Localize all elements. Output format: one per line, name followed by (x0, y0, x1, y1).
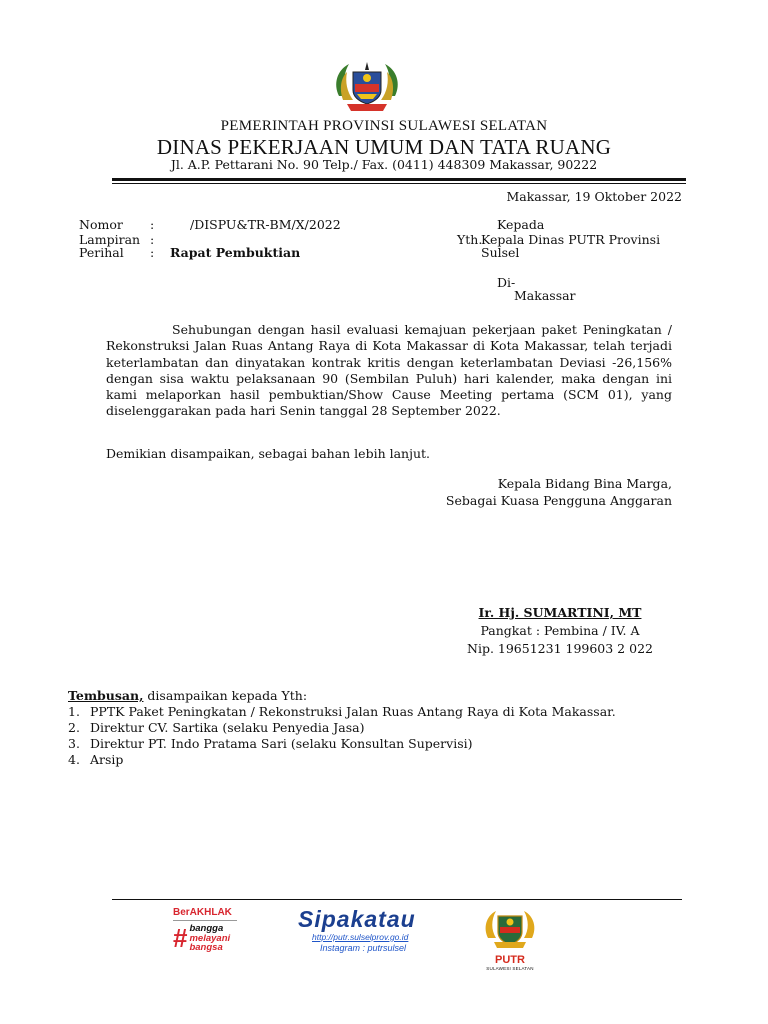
berakhlak-line1: bangga (189, 923, 224, 934)
nomor-colon: : (150, 217, 155, 232)
closing-sentence: Demikian disampaikan, sebagai bahan lebih lanjut. (106, 446, 431, 461)
signatory-nip: Nip. 19651231 199603 2 022 (467, 641, 653, 656)
addressee-line1: Kepala Dinas PUTR Provinsi (481, 232, 661, 247)
putr-label: PUTR (495, 954, 525, 966)
website-link[interactable]: http://putr.sulselprov.go.id (312, 932, 409, 942)
signatory-authority: Sebagai Kuasa Pengguna Anggaran (445, 493, 672, 508)
hashtag-icon: # (173, 923, 188, 954)
list-item: 4. Arsip (68, 752, 124, 767)
addressee-yth: Yth. (457, 232, 483, 247)
berakhlak-line2: melayani (189, 932, 231, 944)
cc-heading: Tembusan, (68, 688, 144, 703)
cc-heading-line (68, 688, 688, 704)
perihal-value: Rapat Pembuktian (170, 245, 301, 260)
sipakatau-logo (296, 906, 446, 962)
nomor-value: /DISPU&TR-BM/X/2022 (190, 217, 341, 232)
sipakatau-title: Sipakatau (298, 906, 416, 932)
provincial-crest-icon (331, 56, 403, 114)
lampiran-label: Lampiran (79, 232, 141, 247)
lampiran-colon: : (150, 232, 155, 247)
perihal-label: Perihal (79, 245, 124, 260)
signatory-rank: Pangkat : Pembina / IV. A (480, 623, 640, 638)
list-item: 2. Direktur CV. Sartika (selaku Penyedia Jasa) (68, 720, 365, 735)
putr-crest-icon (482, 908, 538, 950)
letter-body (106, 322, 672, 420)
list-item: 3. Direktur PT. Indo Pratama Sari (selaku Konsultan Supervisi) (68, 736, 473, 751)
department-name: DINAS PEKERJAAN UMUM DAN TATA RUANG (156, 135, 612, 159)
list-item: 1. PPTK Paket Peningkatan / Rekonstruksi Jalan Ruas Antang Raya di Kota Makassar. (68, 704, 616, 719)
addressee-line2: Sulsel (481, 245, 520, 260)
government-name: PEMERINTAH PROVINSI SULAWESI SELATAN (220, 118, 548, 134)
putr-logo (482, 908, 538, 971)
place-date: Makassar, 19 Oktober 2022 (506, 189, 682, 204)
header-rule-thick (112, 178, 686, 181)
perihal-colon: : (150, 245, 155, 260)
signatory-name: Ir. Hj. SUMARTINI, MT (478, 605, 642, 620)
addressee-city: Makassar (514, 288, 576, 303)
cc-heading-rest: disampaikan kepada Yth: (143, 688, 308, 703)
berakhlak-title: BerAKHLAK (173, 907, 232, 918)
berakhlak-logo (173, 907, 253, 961)
putr-subtitle: SULAWESI SELATAN (486, 966, 534, 971)
nomor-label: Nomor (79, 217, 123, 232)
berakhlak-line3: bangsa (189, 942, 223, 953)
addressee-di: Di- (497, 275, 516, 290)
footer-rule (112, 899, 682, 900)
instagram-handle: Instagram : putrsulsel (320, 943, 407, 953)
addressee-kepada: Kepada (497, 217, 545, 232)
header-rule-thin (112, 183, 686, 184)
department-address: Jl. A.P. Pettarani No. 90 Telp./ Fax. (0411) 448309 Makassar, 90222 (170, 157, 598, 172)
body-paragraph: Sehubungan dengan hasil evaluasi kemajuan pekerjaan paket Peningkatan / Rekonstruksi Jalan Ruas Antang Raya di Kota Makassar di Kota Makassar, telah terjadi keterlambatan dan dinyatakan kontrak kritis dengan keterlambatan Deviasi -26,156% dengan sisa waktu pelaksanaan 90 (Sembilan Puluh) hari kalender, maka dengan ini kami melaporkan hasil pembuktian/Show Cause Meeting pertama (SCM 01), yang diselenggarakan pada hari Senin tanggal 28 September 2022. (106, 322, 672, 419)
signature-block (460, 605, 660, 657)
signatory-title: Kepala Bidang Bina Marga, (497, 476, 672, 491)
carbon-copy-list (68, 688, 688, 768)
